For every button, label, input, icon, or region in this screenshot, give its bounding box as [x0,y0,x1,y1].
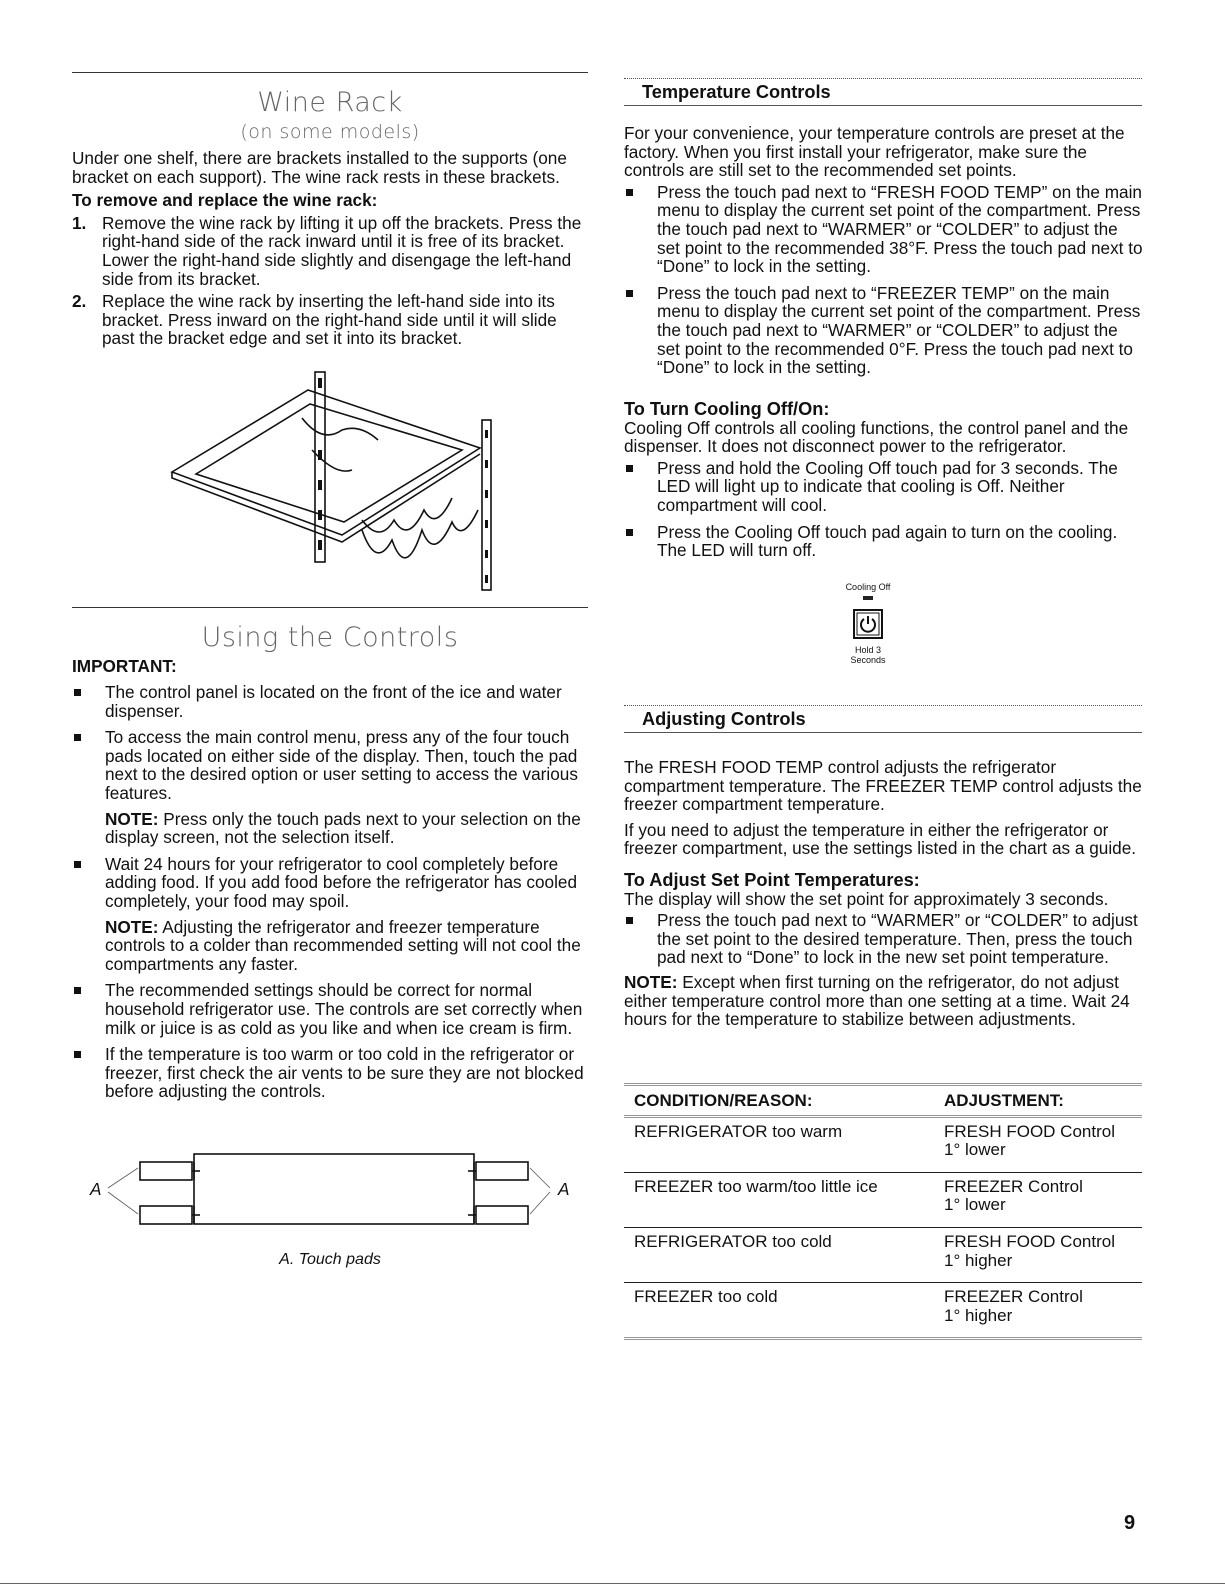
table-row [624,1283,1142,1339]
temp-controls-intro: For your convenience, your temperature controls are preset at the factory. When you first install your refrigerator, make sure the controls are still set to the recommended set points. [624,123,1125,181]
adjusting-body [624,758,1144,1029]
seconds-label: Seconds [850,655,886,665]
list-item [624,523,1144,560]
wine-rack-title: Wine Rack [257,87,403,118]
adjusting-note [624,973,1144,1029]
adjustment-value: 1° higher [944,1250,1013,1270]
diagram-label-left: A [90,1179,102,1199]
column-header: CONDITION/REASON: [624,1085,934,1117]
hold-label: Hold 3 [854,645,881,655]
top-rule-left [72,72,588,73]
list-item [624,284,1144,377]
condition-cell: REFRIGERATOR too cold [624,1227,934,1282]
table-row [624,1116,1142,1172]
bullet-icon [626,529,633,536]
temp-controls-list [624,183,1144,377]
bullet-text: The recommended settings should be correct for normal household refrigerator use. The controls are set correctly when milk or juice is as cold as you like and when ice cream is firm. [105,980,583,1038]
adjusting-paragraph: The FRESH FOOD TEMP control adjusts the refrigerator compartment temperature. The FREEZER TEMP control adjusts the freezer compartment temperature. [624,757,1142,815]
cooling-list [624,459,1144,560]
step-text: Remove the wine rack by lifting it up off the brackets. Press the right-hand side of the rack inward until it is free of its bracket. Lower the right-hand side slightly and disengage the left-hand side from its bracket. [102,212,582,289]
note-text: Except when first turning on the refrigerator, do not adjust either temperature control more than one setting at a time. Wait 24 hours for the temperature to stabilize between adjustments. [624,971,1130,1030]
bullet-icon [74,987,81,994]
adjustment-control: FRESH FOOD Control [944,1231,1115,1251]
adjustment-table [624,1083,1142,1340]
adjusting-paragraph: If you need to adjust the temperature in either the refrigerator or freezer compartment, use the settings listed in the chart as a guide. [624,819,1137,859]
adjustment-value: 1° lower [944,1195,1006,1215]
bullet-text: To access the main control menu, press any of the four touch pads located on either side of the display. Then, touch the pad next to the desired option or user setting to access the various features. [105,727,578,803]
note-label: NOTE: [105,808,159,829]
note [105,918,588,974]
controls-bullet-list [72,683,588,1109]
cooling-off-label: Cooling Off [845,582,891,592]
bullet-icon [626,465,633,472]
adjustment-cell [934,1283,1142,1339]
adjustment-control: FRESH FOOD Control [944,1121,1115,1141]
bullet-icon [74,734,81,741]
note-label: NOTE: [624,971,678,992]
adjustment-control: FREEZER Control [944,1287,1083,1307]
bullet-icon [74,861,81,868]
cooling-off-pad [838,582,898,665]
bullet-icon [74,1051,81,1058]
cooling-intro: Cooling Off controls all cooling functions, the control panel and the dispenser. It does not disconnect power to the refrigerator. [624,417,1129,457]
note [105,810,588,847]
adjustment-cell [934,1227,1142,1282]
bullet-text: The control panel is located on the front of the ice and water dispenser. [105,682,562,721]
wine-rack-intro: Under one shelf, there are brackets installed to the supports (one bracket on each support). The wine rack rests in these brackets. [72,148,567,187]
table-header-row [624,1085,1142,1117]
section-rule-left [72,607,588,608]
wine-rack-illustration [162,370,512,595]
wine-rack-remove-heading: To remove and replace the wine rack: [72,190,378,211]
note-label: NOTE: [105,916,159,937]
set-point-list [624,911,1144,967]
diagram-label-right: A [558,1179,570,1199]
adjusting-header [624,705,1142,743]
bullet-icon [626,189,633,196]
wine-rack-body [72,149,592,352]
bullet-text: Press the touch pad next to “FRESH FOOD TEMP” on the main menu to display the current set point of the compartment. Press the touch pad next to “WARMER” or “COLDER” to adjust the set point to the recommended 38°F. Press the touch pad next to “Done” to lock in the setting. [657,181,1143,277]
cooling-section [624,400,1144,568]
step-text: Replace the wine rack by inserting the left-hand side into its bracket. Press inward on the right-hand side until it will slide past the bracket edge and set it into its bracket. [102,291,557,349]
list-item [72,683,588,720]
temp-controls-header [624,78,1142,116]
led-indicator-icon [863,596,873,600]
table-row [624,1172,1142,1227]
condition-cell: FREEZER too cold [624,1283,934,1339]
bullet-text: Press and hold the Cooling Off touch pad for 3 seconds. The LED will light up to indicate that cooling is Off. Neither compartment will cool. [657,457,1118,515]
bullet-text: Press the touch pad next to “WARMER” or “COLDER” to adjust the set point to the desired temperature. Then, press the touch pad next to “Done” to lock in the new set point temperature. [657,910,1138,968]
list-item [72,1045,588,1101]
list-item [72,981,588,1037]
bottom-edge-rule [0,1583,1225,1584]
list-item [72,855,588,974]
list-item [624,911,1144,967]
adjustment-control: FREEZER Control [944,1176,1083,1196]
adjustment-value: 1° higher [944,1305,1013,1325]
bullet-text: Press the Cooling Off touch pad again to turn on the cooling. The LED will turn off. [657,521,1118,561]
condition-cell: FREEZER too warm/too little ice [624,1172,934,1227]
temp-controls-body [624,124,1144,385]
list-item [72,292,592,348]
table-row [624,1227,1142,1282]
touch-pad-diagram [84,1148,574,1238]
set-point-heading: To Adjust Set Point Temperatures: [624,869,920,890]
diagram-caption: A. Touch pads [279,1251,381,1268]
temp-controls-title: Temperature Controls [624,78,1142,106]
list-item [72,214,592,288]
condition-cell: REFRIGERATOR too warm [624,1116,934,1172]
adjustment-value: 1° lower [944,1140,1006,1160]
step-number: 1. [72,212,87,233]
page-number: 9 [1124,1512,1136,1534]
list-item [72,728,588,847]
step-number: 2. [72,291,87,312]
bullet-text: If the temperature is too warm or too cold in the refrigerator or freezer, first check the air vents to be sure they are not blocked before adjusting the controls. [105,1044,584,1102]
using-controls-title: Using the Controls [201,622,459,653]
set-point-intro: The display will show the set point for approximately 3 seconds. [624,888,1109,909]
power-button-icon [852,608,884,640]
bullet-icon [626,917,633,924]
wine-rack-subtitle: (on some models) [240,121,420,143]
important-label: IMPORTANT: [72,656,177,676]
bullet-text: Wait 24 hours for your refrigerator to cool completely before adding food. If you add food before the refrigerator has cooled completely, your food may spoil. [105,853,578,911]
list-item [624,459,1144,515]
note-text: Adjusting the refrigerator and freezer temperature controls to a colder than recommended setting will not cool the compartments any faster. [105,916,581,974]
cooling-heading: To Turn Cooling Off/On: [624,399,830,419]
adjustment-cell [934,1116,1142,1172]
column-header: ADJUSTMENT: [934,1085,1142,1117]
bullet-icon [74,689,81,696]
adjustment-cell [934,1172,1142,1227]
note-text: Press only the touch pads next to your selection on the display screen, not the selection itself. [105,808,581,848]
bullet-icon [626,290,633,297]
list-item [624,183,1144,276]
adjusting-title: Adjusting Controls [624,705,1142,733]
wine-rack-steps [72,214,592,348]
bullet-text: Press the touch pad next to “FREEZER TEMP” on the main menu to display the current set point of the compartment. Press the touch pad next to “WARMER” or “COLDER” to adjust the set point to the recommended 0°F. Press the touch pad next to “Done” to lock in the setting. [657,282,1141,378]
